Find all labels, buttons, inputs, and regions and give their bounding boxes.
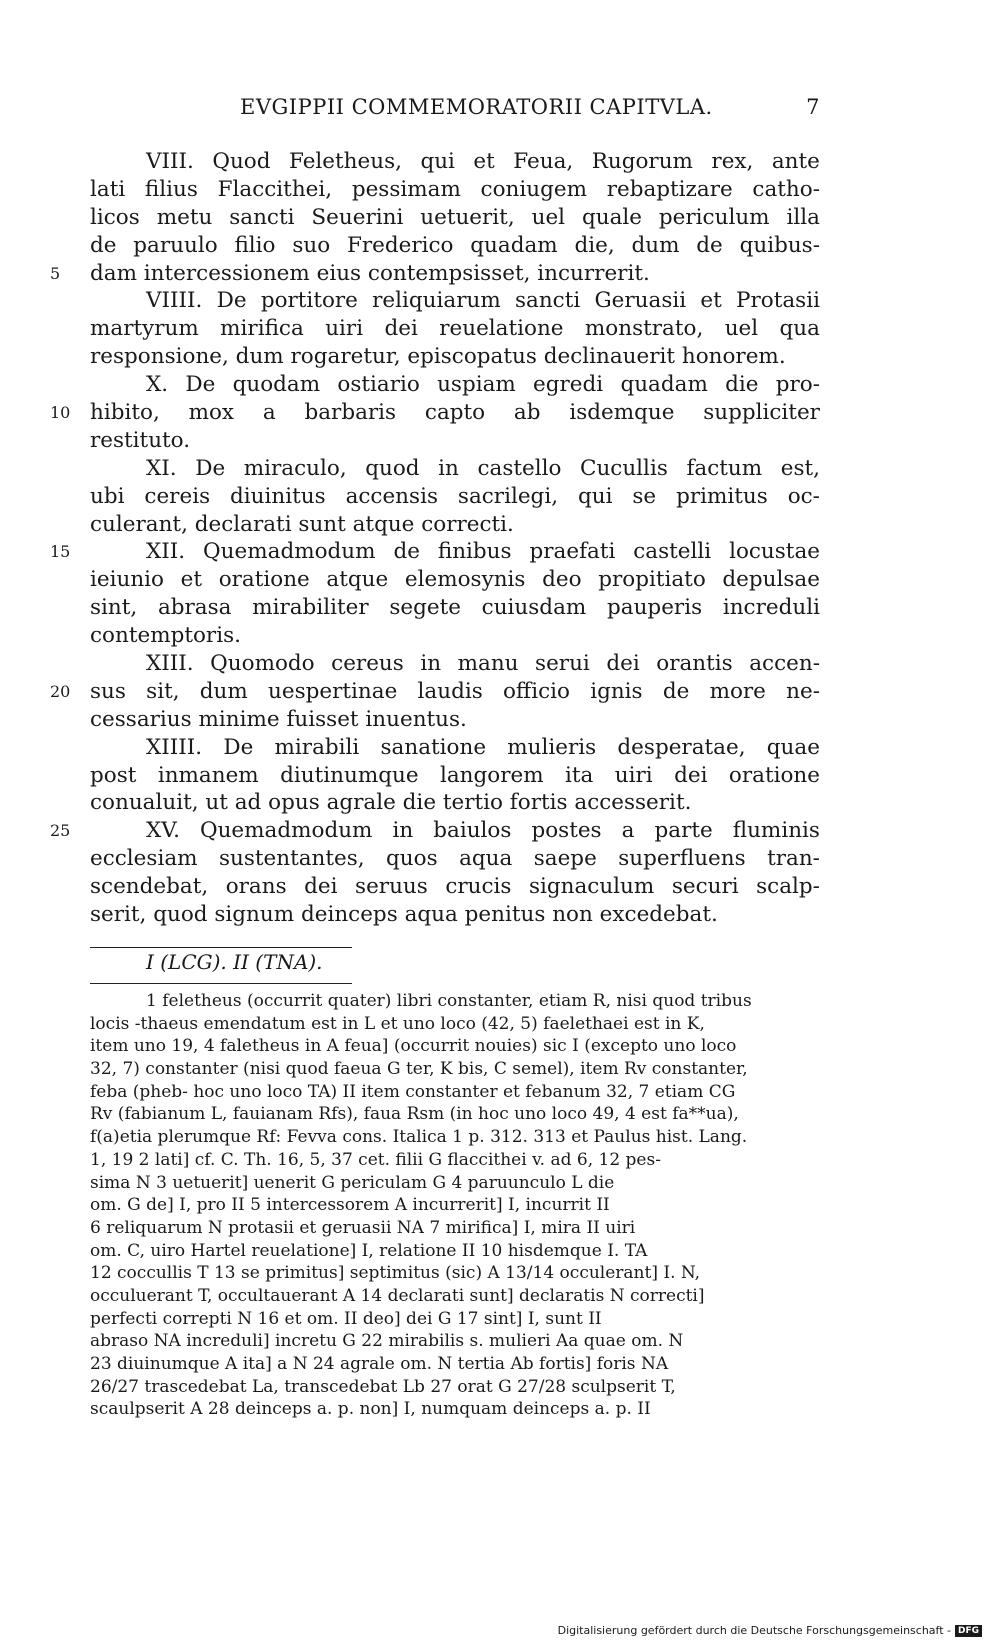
line-text: XIII. Quomodo cereus in manu serui dei orantis accen-: [146, 651, 820, 677]
sigla-line: I (LCG). II (TNA).: [146, 950, 323, 974]
text-line: [90, 483, 820, 511]
apparatus-line: occuluerant T, occultauerant A 14 declarati sunt] declaratis N correcti]: [90, 1285, 705, 1306]
footer-text: Digitalisierung gefördert durch die Deutsche Forschungsgemeinschaft -: [557, 1624, 951, 1637]
text-line: [90, 650, 820, 678]
apparatus-line: locis -thaeus emendatum est in L et uno loco (42, 5) faelethaei est in K,: [90, 1013, 705, 1034]
line-text: martyrum mirifica uiri dei reuelatione monstrato, uel qua: [90, 316, 820, 342]
line-number: 25: [50, 821, 71, 841]
line-text: VIII. Quod Feletheus, qui et Feua, Rugorum rex, ante: [146, 149, 820, 174]
text-line: [90, 315, 820, 343]
apparatus-line: 23 diuinumque A ita] a N 24 agrale om. N tertia Ab fortis] foris NA: [90, 1354, 669, 1374]
text-line: [90, 622, 820, 650]
line-text: VIIII. De portitore reliquiarum sancti Geruasii et Protasii: [146, 288, 820, 314]
line-text: cessarius minime fuisset inuentus.: [90, 706, 467, 732]
divider: [90, 947, 352, 948]
apparatus-line: scaulpserit A 28 deinceps a. p. non] I, numquam deinceps a. p. II: [90, 1399, 651, 1420]
line-text: XV. Quemadmodum in baiulos postes a parte fluminis: [146, 818, 820, 844]
apparatus-line: sima N 3 uetuerit] uenerit G periculam G 4 paruunculo L die: [90, 1172, 615, 1193]
line-text: ieiunio et oratione atque elemosynis deo propitiato depulsae: [90, 567, 820, 593]
line-text: ubi cereis diuinitus accensis sacrilegi, qui se primitus oc-: [90, 483, 820, 509]
text-line: [90, 594, 820, 622]
line-number: 5: [50, 263, 61, 283]
apparatus-line: f(a)etia plerumque Rf: Fevva cons. Italica 1 p. 312. 313 et Paulus hist. Lang.: [90, 1127, 748, 1148]
line-text: lati filius Flaccithei, pessimam coniugem rebaptizare catho-: [90, 176, 820, 202]
text-line: [90, 845, 820, 873]
line-text: XI. De miraculo, quod in castello Cucullis factum est,: [146, 455, 820, 481]
line-text: conualuit, ut ad opus agrale die tertio fortis accesserit.: [90, 790, 692, 816]
apparatus-line: om. G de] I, pro II 5 intercessorem A incurrerit] I, incurrit II: [90, 1195, 610, 1216]
line-text: dam intercessionem eius contempsisset, incurrerit.: [90, 260, 650, 286]
apparatus-line: 32, 7) constanter (nisi quod faeua G ter, K bis, C semel), item Rv constanter,: [90, 1059, 748, 1080]
line-text: serit, quod signum deinceps aqua penitus non excedebat.: [90, 902, 718, 928]
text-line: [50, 538, 820, 566]
apparatus-line: item uno 19, 4 faletheus in A feua] (occurrit nouies) sic I (excepto uno loco: [90, 1036, 737, 1057]
critical-apparatus: [90, 990, 820, 1421]
text-line: [90, 148, 820, 176]
line-text: hibito, mox a barbaris capto ab isdemque suppliciter: [90, 400, 820, 426]
line-text: ecclesiam sustentantes, quos aqua saepe superfluens tran-: [90, 846, 820, 872]
line-text: contemptoris.: [90, 623, 241, 649]
apparatus-line: Rv (fabianum L, fauianam Rfs), faua Rsm (in hoc uno loco 49, 4 est fa**ua),: [90, 1104, 739, 1125]
apparatus-line: 26/27 trascedebat La, transcedebat Lb 27 orat G 27/28 sculpserit T,: [90, 1376, 676, 1397]
text-line: [90, 427, 820, 455]
text-line: [90, 789, 820, 817]
apparatus-line: feba (pheb- hoc uno loco TA) II item constanter et febanum 32, 7 etiam CG: [90, 1081, 736, 1102]
main-text: [50, 148, 820, 929]
line-text: X. De quodam ostiario uspiam egredi quadam die pro-: [146, 372, 820, 398]
line-text: de paruulo filio suo Frederico quadam die, dum de quibus-: [90, 232, 820, 258]
line-text: sint, abrasa mirabiliter segete cuiusdam pauperis increduli: [90, 595, 820, 621]
text-line: [90, 566, 820, 594]
text-line: [50, 678, 820, 706]
text-line: [90, 176, 820, 204]
text-line: [90, 204, 820, 232]
apparatus-line: om. C, uiro Hartel reuelatione] I, relatione II 10 hisdemque I. TA: [90, 1240, 648, 1261]
running-title: EVGIPPII COMMEMORATORII CAPITVLA.: [240, 95, 713, 119]
text-line: [50, 399, 820, 427]
apparatus-line: 1, 19 2 lati] cf. C. Th. 16, 5, 37 cet. filii G flaccithei v. ad 6, 12 pes-: [90, 1149, 661, 1170]
line-number: 20: [50, 681, 71, 701]
line-number: 15: [50, 542, 71, 562]
apparatus-line: 6 reliquarum N protasii et geruasii NA 7 mirifica] I, mira II uiri: [90, 1217, 636, 1238]
text-line: [90, 287, 820, 315]
text-line: [90, 232, 820, 260]
line-text: restituto.: [90, 427, 191, 453]
text-line: [90, 455, 820, 483]
text-line: [90, 706, 820, 734]
page-number: 7: [806, 95, 820, 119]
divider: [90, 983, 352, 984]
line-number: 10: [50, 403, 71, 423]
line-text: XIIII. De mirabili sanatione mulieris desperatae, quae: [146, 734, 820, 760]
text-line: [50, 817, 820, 845]
text-line: [90, 873, 820, 901]
text-line: [90, 371, 820, 399]
apparatus-line: abraso NA increduli] incretu G 22 mirabilis s. mulieri Aa quae om. N: [90, 1331, 684, 1352]
text-line: [90, 734, 820, 762]
text-line: [90, 343, 820, 371]
line-text: sus sit, dum uespertinae laudis officio ignis de more ne-: [90, 678, 820, 704]
text-line: [50, 260, 820, 288]
line-text: post inmanem diutinumque langorem ita uiri dei oratione: [90, 762, 820, 788]
text-line: [90, 511, 820, 539]
text-line: [90, 762, 820, 790]
apparatus-line: 12 coccullis T 13 se primitus] septimitus (sic) A 13/14 occulerant] I. N,: [90, 1263, 701, 1284]
line-text: culerant, declarati sunt atque correcti.: [90, 511, 514, 537]
text-line: [90, 901, 820, 929]
line-text: XII. Quemadmodum de finibus praefati castelli locustae: [146, 539, 820, 565]
line-text: scendebat, orans dei seruus crucis signaculum securi scalp-: [90, 874, 820, 900]
line-text: responsione, dum rogaretur, episcopatus declinauerit honorem.: [90, 344, 786, 370]
line-text: licos metu sancti Seuerini uetuerit, uel quale periculum illa: [90, 204, 820, 230]
dfg-logo: DFG: [955, 1625, 982, 1637]
apparatus-line: 1 feletheus (occurrit quater) libri constanter, etiam R, nisi quod tribus: [146, 991, 752, 1011]
footer-credit: [558, 1624, 982, 1637]
apparatus-line: perfecti correpti N 16 et om. II deo] dei G 17 sint] I, sunt II: [90, 1308, 602, 1329]
